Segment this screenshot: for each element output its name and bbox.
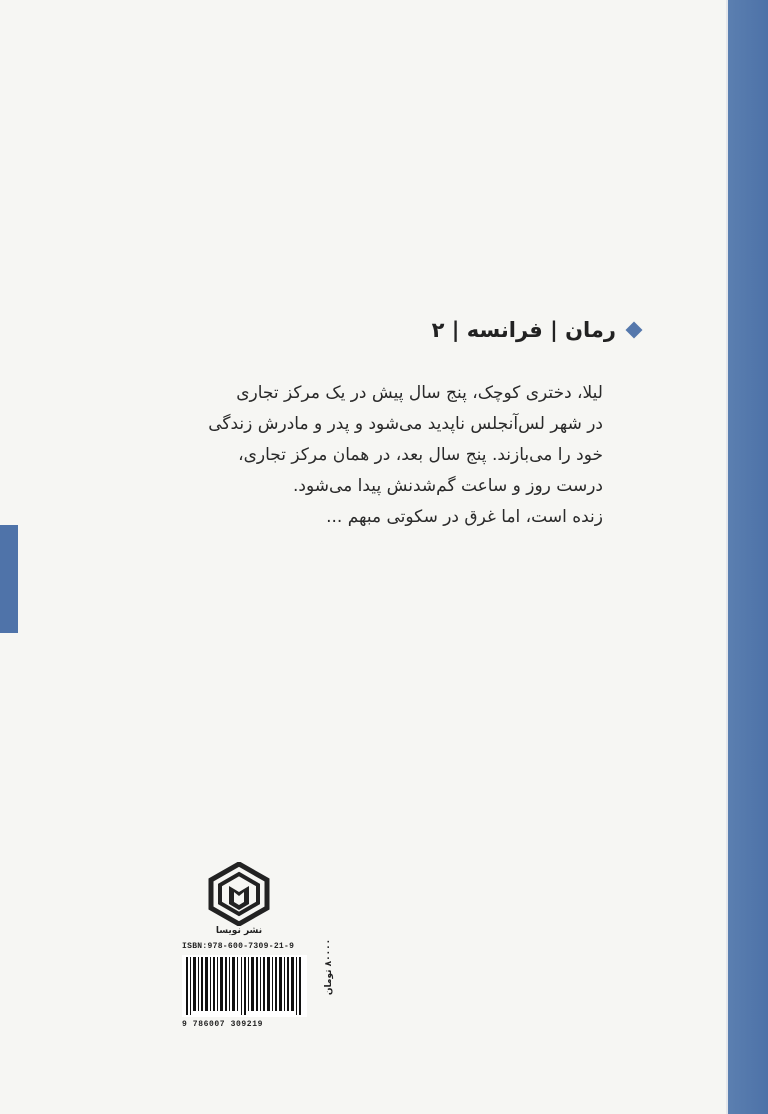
barcode-digits: 9 786007 309219 [182, 1020, 264, 1029]
blurb-line: لیلا، دختری کوچک، پنج سال پیش در یک مرکز تجاری [236, 383, 603, 403]
blurb-line: درست روز و ساعت گم‌شدنش پیدا می‌شود. [292, 476, 603, 496]
blurb-line: در شهر لس‌آنجلس ناپدید می‌شود و پدر و مادرش زندگی [208, 414, 603, 434]
publisher-name: نشر نویسا [215, 926, 263, 936]
diamond-bullet-icon [626, 322, 643, 339]
barcode-icon [182, 955, 307, 1017]
price-label: ۸۰۰۰۰ تومان [324, 938, 334, 996]
series-heading [400, 312, 640, 348]
book-spine [728, 0, 768, 1114]
series-title: رمان | فرانسه | ۲ [431, 318, 616, 342]
isbn-label: ISBN:978-600-7309-21-9 [182, 942, 295, 951]
left-color-tab [0, 525, 18, 633]
back-cover-blurb [178, 378, 603, 533]
publisher-logo-icon [207, 862, 271, 926]
blurb-line: زنده است، اما غرق در سکوتی مبهم ... [326, 507, 603, 527]
blurb-line: خود را می‌بازند. پنج سال بعد، در همان مرکز تجاری، [238, 445, 603, 465]
